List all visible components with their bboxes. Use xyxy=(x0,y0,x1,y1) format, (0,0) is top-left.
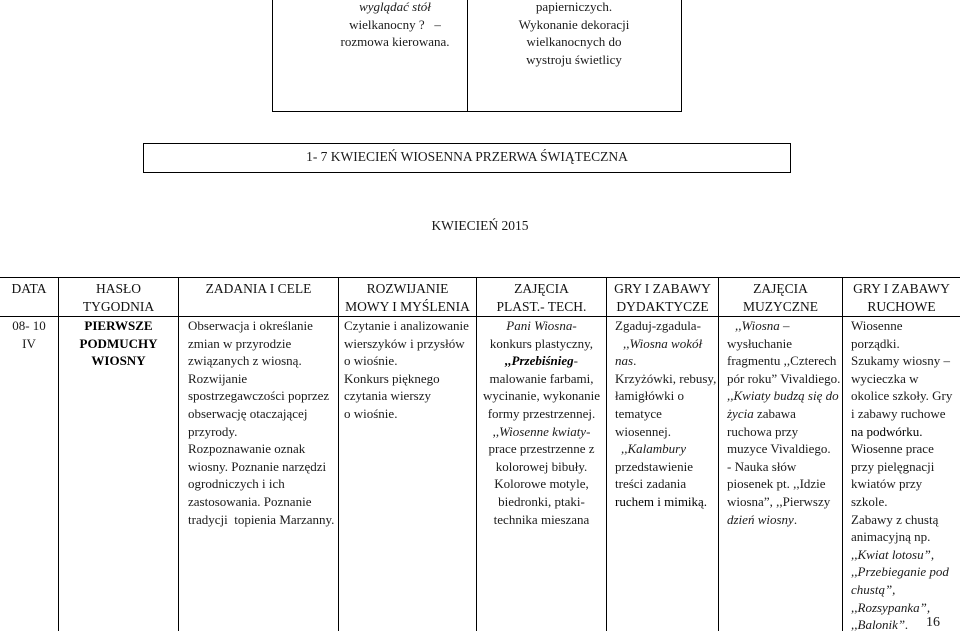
col-divider-6 xyxy=(718,277,719,631)
text-line: PIERWSZE xyxy=(84,318,153,333)
text-line: Rozpoznawanie oznak xyxy=(188,441,306,457)
main-table-top-border xyxy=(0,277,960,278)
text-line: ,,Wiosna xyxy=(735,318,780,333)
cell-dydaktyczne xyxy=(615,317,718,511)
header-text: MOWY I MYŚLENIA xyxy=(345,299,470,314)
text-line: wierszyków i przysłów xyxy=(344,335,465,351)
top-table-right-border xyxy=(681,0,682,112)
text-line: wiosny. Poznanie narzędzi xyxy=(188,458,327,474)
top-table-bottom-border xyxy=(272,111,682,112)
text-line xyxy=(727,317,842,335)
text-line: wycieczka w xyxy=(851,370,919,386)
col-divider-7 xyxy=(842,277,843,631)
text-line: ,,Balonik”. xyxy=(851,617,909,633)
col-divider-3 xyxy=(338,277,339,631)
text-line: kwiatów przy xyxy=(851,476,923,492)
text-line: prace przestrzenne z xyxy=(488,441,595,457)
text-line: wyglądać stół xyxy=(359,0,431,14)
header-text: GRY I ZABAWY xyxy=(853,281,950,296)
header-text: ZAJĘCIA xyxy=(514,281,569,296)
text-line: Czytanie i analizowanie xyxy=(344,318,469,333)
header-text: TYGODNIA xyxy=(82,299,155,314)
text-line: Pani Wiosna xyxy=(506,318,573,333)
text-line xyxy=(477,317,606,335)
text-line: Wiosenne prace xyxy=(851,441,934,457)
header-text: ROZWIJANIE xyxy=(366,281,449,296)
text-line: PODMUCHY xyxy=(79,335,158,351)
header-text: ZADANIA I CELE xyxy=(205,281,312,296)
text-line: IV xyxy=(22,335,36,351)
text-line: Zabawy z chustą xyxy=(851,511,939,527)
cell-zadania xyxy=(188,317,338,528)
break-banner-text: 1- 7 KWIECIEŃ WIOSENNA PRZERWA ŚWIĄTECZNA xyxy=(306,149,628,164)
text-line: Wiosenne xyxy=(851,318,903,333)
page-number: 16 xyxy=(926,615,940,630)
text-line: związanych z wiosną. xyxy=(188,353,302,369)
text-line xyxy=(727,405,842,423)
cell-rozwijanie xyxy=(344,317,476,423)
text-line: – xyxy=(779,318,790,333)
top-cell-col2 xyxy=(468,0,680,68)
text-line: życia xyxy=(727,405,754,421)
text-line: na podwórku. xyxy=(851,423,923,439)
text-line: wystroju świetlicy xyxy=(526,51,622,67)
text-line: - xyxy=(572,318,577,333)
header-text: DATA xyxy=(11,281,47,296)
text-line: o wiośnie. xyxy=(344,353,398,369)
text-line xyxy=(727,511,842,529)
cell-date xyxy=(0,317,58,352)
col-divider-5 xyxy=(606,277,607,631)
text-line: Konkurs pięknego xyxy=(344,370,440,386)
text-line xyxy=(477,352,606,370)
text-line: - xyxy=(586,423,591,439)
text-line: i zabawy ruchowe xyxy=(851,405,946,421)
text-line: nas xyxy=(615,353,634,369)
text-line: WIOSNY xyxy=(91,353,146,369)
text-line: animacyjną np. xyxy=(851,529,931,545)
text-line: ,,Kwiaty budzą się do xyxy=(727,388,839,404)
text-line: ,,Przebieganie pod xyxy=(851,564,949,580)
header-zadania xyxy=(179,280,338,298)
cell-haslo xyxy=(59,317,178,370)
text-line: chustą”, xyxy=(851,581,896,597)
text-line: . xyxy=(633,353,637,369)
text-line: tradycji topienia Marzanny. xyxy=(188,511,335,527)
text-line: ,,Kalambury xyxy=(621,441,686,457)
text-line: ruchem i mimiką. xyxy=(615,493,708,509)
header-data xyxy=(0,280,58,298)
text-line: przedstawienie xyxy=(615,458,693,474)
col-divider-2 xyxy=(178,277,179,631)
text-line: rozmowa kierowana. xyxy=(340,34,450,50)
text-line: piosenek pt. ,,Idzie xyxy=(727,476,826,492)
text-line: malowanie farbami, xyxy=(489,370,594,386)
text-line: Krzyżówki, rebusy, xyxy=(615,370,717,386)
banner-top-border xyxy=(143,143,791,144)
text-line: Obserwacja i określanie xyxy=(188,318,313,333)
text-line: przyrody. xyxy=(188,423,238,439)
header-text: HASŁO xyxy=(95,281,141,296)
text-line: ogrodniczych i ich xyxy=(188,476,285,492)
header-text: ZAJĘCIA xyxy=(753,281,808,296)
header-text: DYDAKTYCZE xyxy=(616,299,709,314)
header-text: MUZYCZNE xyxy=(743,299,818,314)
header-dydaktyczne xyxy=(607,280,718,316)
text-line: szkole. xyxy=(851,493,888,509)
text-line: zabawa xyxy=(753,405,796,421)
text-line: treści zadania xyxy=(615,476,687,492)
header-text: PLAST.- TECH. xyxy=(496,299,587,314)
text-line: wysłuchanie xyxy=(727,335,792,351)
text-line: muzyce Vivaldiego. xyxy=(727,441,831,457)
cell-muzyczne xyxy=(727,317,842,528)
text-line: wiosennej. xyxy=(615,423,671,439)
text-line xyxy=(477,423,606,441)
header-rozwijanie xyxy=(339,280,476,316)
text-line: pór roku” Vivaldiego. xyxy=(727,370,841,386)
header-text: GRY I ZABAWY xyxy=(614,281,711,296)
text-line: obserwację otaczającej xyxy=(188,405,308,421)
text-line: wycinanie, wykonanie xyxy=(483,388,600,404)
text-line: konkurs plastyczny, xyxy=(489,335,594,351)
header-text: RUCHOWE xyxy=(867,299,936,314)
text-line: ,,Wiosna wokół xyxy=(623,335,703,351)
text-line: spostrzegawczości poprzez xyxy=(188,388,330,404)
text-line: Szukamy wiosny – xyxy=(851,353,950,369)
text-line: wielkanocnych do xyxy=(526,34,622,50)
text-line: Wykonanie dekoracji xyxy=(518,16,630,32)
text-line: dzień wiosny xyxy=(727,511,794,527)
month-heading: KWIECIEŃ 2015 xyxy=(431,218,529,233)
text-line: formy przestrzennej. xyxy=(487,405,596,421)
top-table-left-border xyxy=(272,0,273,112)
text-line: papierniczych. xyxy=(535,0,613,14)
text-line: Rozwijanie xyxy=(188,370,248,386)
text-line: technika mieszana xyxy=(493,511,590,527)
text-line: przy pielęgnacji xyxy=(851,458,935,474)
header-haslo xyxy=(59,280,178,316)
text-line: zastosowania. Poznanie xyxy=(188,493,312,509)
cell-plast xyxy=(477,317,606,528)
text-line: zmian w przyrodzie xyxy=(188,335,292,351)
text-line: ,,Kwiat lotosu”, xyxy=(851,546,935,562)
top-cell-col1 xyxy=(330,0,460,51)
text-line: ,,Przebiśnieg xyxy=(505,353,574,369)
text-line xyxy=(615,352,718,370)
text-line: okolice szkoły. Gry xyxy=(851,388,953,404)
header-muzyczne xyxy=(719,280,842,316)
text-line: porządki. xyxy=(851,335,900,351)
text-line: kolorowej bibuły. xyxy=(495,458,588,474)
text-line: łamigłówki o xyxy=(615,388,684,404)
text-line: Zgaduj-zgadula- xyxy=(615,318,701,333)
text-line: tematyce xyxy=(615,405,662,421)
text-line: o wiośnie. xyxy=(344,405,398,421)
banner-bottom-border xyxy=(143,172,791,173)
text-line: fragmentu ,,Czterech xyxy=(727,353,837,369)
text-line: biedronki, ptaki- xyxy=(498,493,585,509)
text-line: 08- 10 xyxy=(12,318,46,333)
text-line: - Nauka słów xyxy=(727,458,797,474)
text-line: wielkanocny ? – xyxy=(349,16,441,32)
text-line: ruchowa przy xyxy=(727,423,799,439)
text-line: ,,Rozsypanka”, xyxy=(851,599,931,615)
text-line: ,,Wiosenne kwiaty xyxy=(492,423,587,439)
text-line: . xyxy=(793,511,798,527)
text-line: Kolorowe motyle, xyxy=(494,476,589,492)
header-plast xyxy=(477,280,606,316)
text-line: czytania wierszy xyxy=(344,388,431,404)
cell-ruchowe xyxy=(851,317,960,634)
text-line: wiosna”, ,,Pierwszy xyxy=(727,493,831,509)
header-ruchowe xyxy=(843,280,960,316)
text-line: - xyxy=(573,353,578,369)
